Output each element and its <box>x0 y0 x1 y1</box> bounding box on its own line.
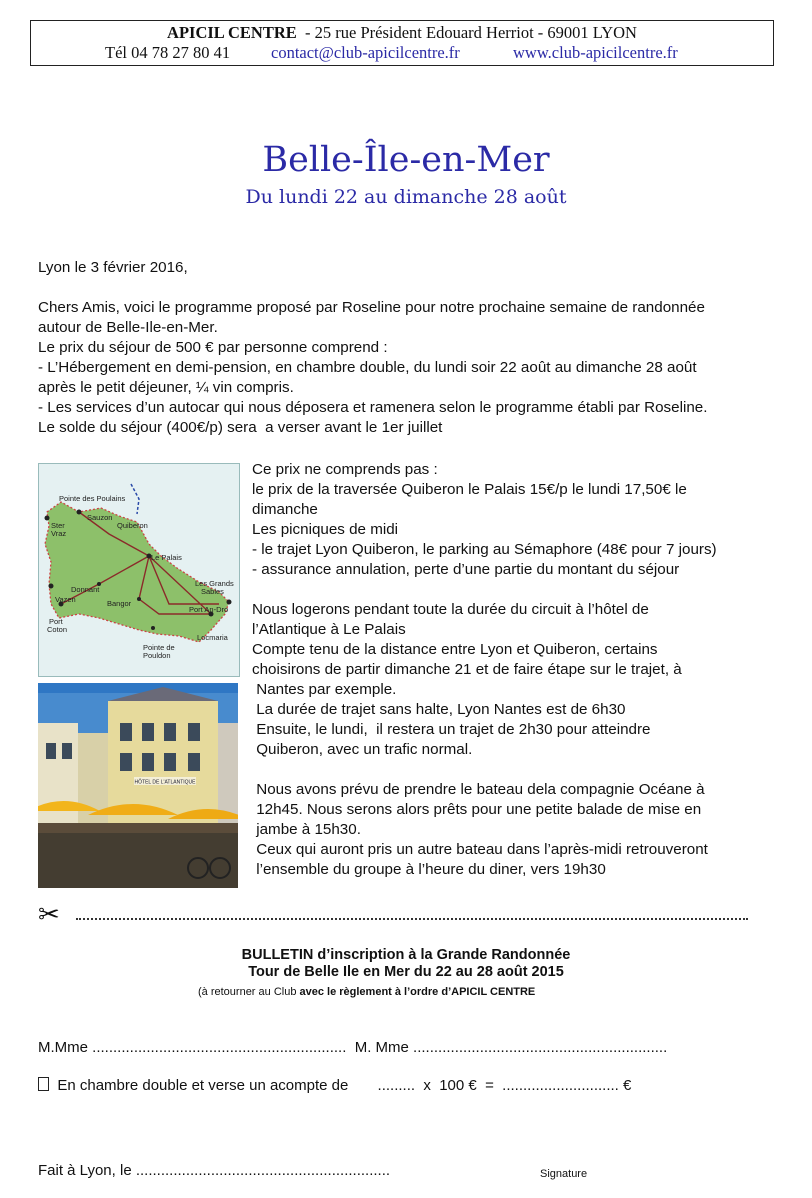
details-line: Les picniques de midi <box>252 521 399 538</box>
island-map <box>38 463 240 677</box>
org-website[interactable]: www.club-apicilcentre.fr <box>513 43 678 62</box>
map-label-locmaria: Locmaria <box>197 633 228 642</box>
names-field[interactable]: M.Mme ............................................................. M. Mme ............................................................. <box>38 1039 668 1056</box>
map-label-sables: Sables <box>201 587 224 596</box>
details-line: Nous logerons pendant toute la durée du circuit à l’hôtel de <box>252 601 649 618</box>
details-line: Nous avons prévu de prendre le bateau dela compagnie Océane à <box>252 781 705 798</box>
map-label-donnant: Donnant <box>71 585 100 594</box>
org-phone: Tél 04 78 27 80 41 <box>105 43 231 62</box>
cut-dotted-line <box>76 918 748 920</box>
map-label-coton: Coton <box>47 625 68 634</box>
chambre-field[interactable] <box>38 1077 631 1094</box>
bulletin-note-plain: (à retourner au Club <box>198 986 300 998</box>
map-label-vazen: Vazen <box>55 595 76 604</box>
map-label-pouldon: Pouldon <box>143 651 171 660</box>
map-label-vraz: Vraz <box>51 529 67 538</box>
page-subtitle: Du lundi 22 au dimanche 28 août <box>245 186 567 208</box>
intro-line: - L’Hébergement en demi-pension, en chambre double, du lundi soir 22 août au dimanche 28 août <box>38 359 697 376</box>
org-email[interactable]: contact@club-apicilcentre.fr <box>271 43 460 62</box>
bulletin-subtitle: Tour de Belle Ile en Mer du 22 au 28 août 2015 <box>248 964 564 980</box>
intro-line: Le solde du séjour (400€/p) sera a verser avant le 1er juillet <box>38 419 443 436</box>
details-line: l’Atlantique à Le Palais <box>252 621 406 638</box>
details-line: 12h45. Nous serons alors prêts pour une petite balade de mise en <box>252 801 702 818</box>
map-label-palais: Le Palais <box>151 553 182 562</box>
details-line: - assurance annulation, perte d’une partie du montant du séjour <box>252 561 680 578</box>
map-label-bangor: Bangor <box>107 599 132 608</box>
map-label-quiberon: Quiberon <box>117 521 148 530</box>
date-field[interactable]: Fait à Lyon, le ............................................................. <box>38 1162 391 1179</box>
map-label-sauzon: Sauzon <box>87 513 113 522</box>
details-line: choisirons de partir dimanche 21 et de faire étape sur le trajet, à <box>252 661 682 678</box>
details-line: Ceux qui auront pris un autre bateau dans l’après-midi retrouveront <box>252 841 708 858</box>
details-line: Ce prix ne comprends pas : <box>252 461 438 478</box>
intro-line: Le prix du séjour de 500 € par personne comprend : <box>38 339 388 356</box>
map-label-pointede: Pointe de <box>143 643 175 652</box>
map-label-poulains: Pointe des Poulains <box>59 494 126 503</box>
chambre-label: En chambre double et verse un acompte de ......... x 100 € = ............................ € <box>49 1077 632 1094</box>
bulletin-title: BULLETIN d’inscription à la Grande Randonnée <box>241 947 571 963</box>
map-label-portandro: Port An-Dro <box>189 605 229 614</box>
letterhead <box>30 20 774 66</box>
map-label-ster: Ster <box>51 521 65 530</box>
map-label-port: Port <box>49 617 63 626</box>
details-line: La durée de trajet sans halte, Lyon Nantes est de 6h30 <box>252 701 626 718</box>
page-title: Belle-Île-en-Mer <box>262 140 550 180</box>
hotel-photo-graphic <box>38 683 238 888</box>
letterhead-line-1 <box>31 23 773 43</box>
details-line: le prix de la traversée Quiberon le Palais 15€/p le lundi 17,50€ le <box>252 481 687 498</box>
details-line: Compte tenu de la distance entre Lyon et Quiberon, certains <box>252 641 658 658</box>
details-line: jambe à 15h30. <box>252 821 361 838</box>
map-graphic <box>39 464 239 676</box>
intro-line: Chers Amis, voici le programme proposé par Roseline pour notre prochaine semaine de randonnée <box>38 299 705 316</box>
hotel-sign: HÔTEL DE L'ATLANTIQUE <box>134 779 196 786</box>
details-line: l’ensemble du groupe à l’heure du diner, vers 19h30 <box>252 861 606 878</box>
signature-label: Signature <box>540 1168 588 1180</box>
details-line: Ensuite, le lundi, il restera un trajet de 2h30 pour atteindre <box>252 721 651 738</box>
details-line: Quiberon, avec un trafic normal. <box>252 741 473 758</box>
cut-line <box>38 899 748 929</box>
hotel-photo <box>38 683 238 888</box>
details-line: dimanche <box>252 501 318 518</box>
bulletin-note-bold: avec le règlement à l’ordre d’APICIL CENTRE <box>299 986 536 998</box>
date-line: Lyon le 3 février 2016, <box>38 259 188 276</box>
bulletin-note <box>198 986 535 998</box>
details-line: Nantes par exemple. <box>252 681 397 698</box>
checkbox[interactable] <box>38 1077 49 1091</box>
map-label-grands: Les Grands <box>195 579 234 588</box>
org-address: - 25 rue Président Edouard Herriot - 69001 LYON <box>305 23 637 42</box>
scissors-icon: ✂ <box>38 899 60 929</box>
org-name: APICIL CENTRE <box>167 23 297 42</box>
intro-line: autour de Belle-Ile-en-Mer. <box>38 319 218 336</box>
intro-line: après le petit déjeuner, ¼ vin compris. <box>38 379 294 396</box>
intro-line: - Les services d’un autocar qui nous déposera et ramenera selon le programme établi par Roseline. <box>38 399 708 416</box>
details-line: - le trajet Lyon Quiberon, le parking au Sémaphore (48€ pour 7 jours) <box>252 541 717 558</box>
